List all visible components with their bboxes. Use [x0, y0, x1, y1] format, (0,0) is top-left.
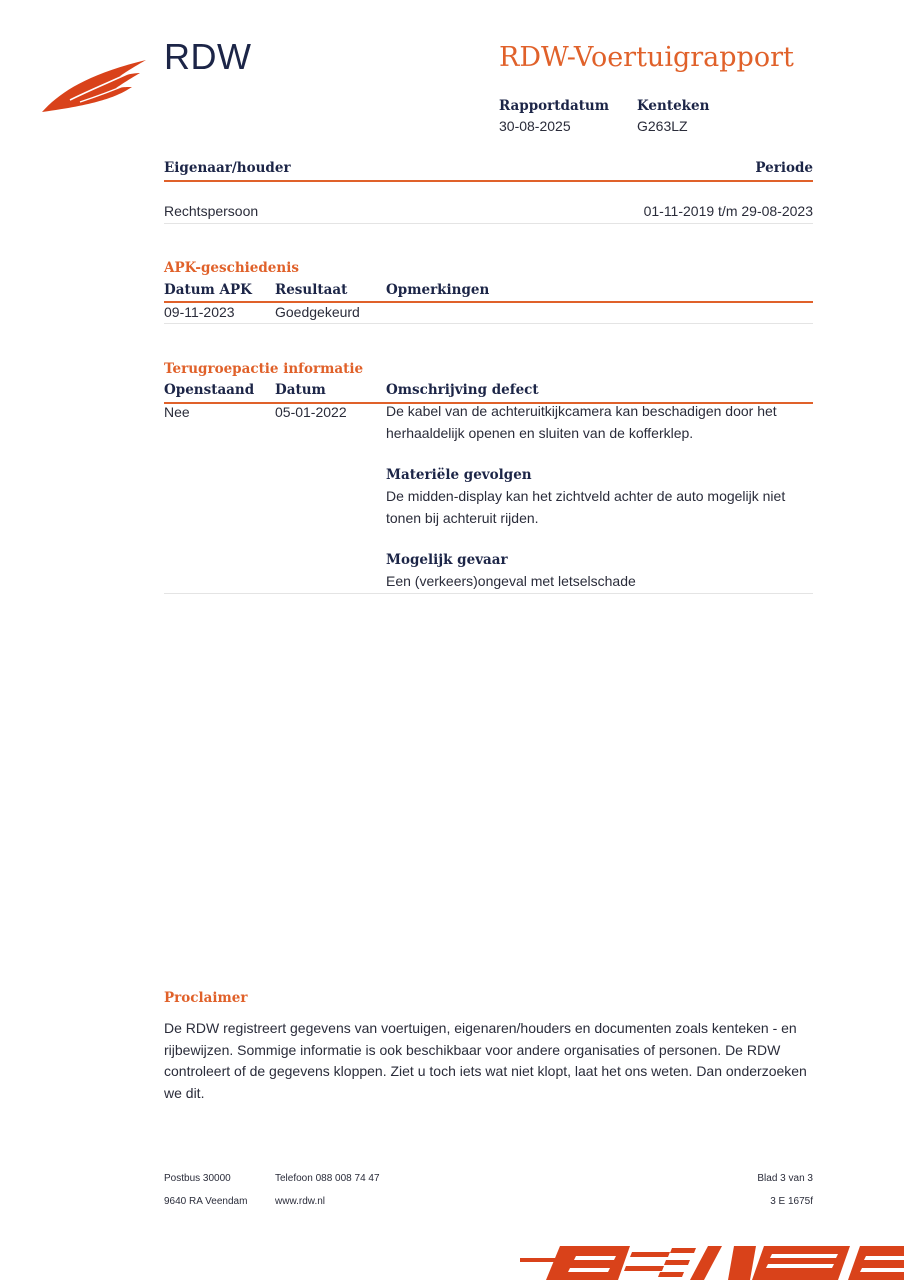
apk-title: APK-geschiedenis [164, 260, 299, 276]
danger-label: Mogelijk gevaar [386, 552, 508, 568]
rdw-wing-logo-icon [40, 56, 148, 114]
report-date: 30-08-2025 [499, 118, 571, 134]
footer-page-number: Blad 3 van 3 [757, 1173, 813, 1184]
recall-defect-text: De kabel van de achteruitkijkcamera kan beschadigen door het herhaaldelijk openen en sluiten van de kofferklep. [386, 403, 777, 441]
consequences-text: De midden-display kan het zichtveld achter de auto mogelijk niet tonen bij achteruit rijden. [386, 488, 786, 526]
owner-header-rule [164, 180, 813, 182]
plate-number: G263LZ [637, 118, 688, 134]
proclaimer-title: Proclaimer [164, 990, 248, 1006]
period-value: 01-11-2019 t/m 29-08-2023 [643, 203, 813, 219]
footer-phone: Telefoon 088 008 74 47 [275, 1173, 380, 1184]
recall-row-rule [164, 593, 813, 594]
apk-header-rule [164, 301, 813, 303]
apk-col-remarks: Opmerkingen [386, 282, 490, 298]
consequences-label: Materiële gevolgen [386, 467, 532, 483]
recall-col-open: Openstaand [164, 382, 255, 398]
recall-col-date: Datum [275, 382, 326, 398]
owner-value: Rechtspersoon [164, 203, 259, 219]
owner-row-rule [164, 223, 813, 224]
apk-row-rule [164, 323, 813, 324]
apk-col-result: Resultaat [275, 282, 348, 298]
footer-website[interactable]: www.rdw.nl [275, 1196, 326, 1207]
report-date-label: Rapportdatum [499, 98, 610, 114]
recall-open-value: Nee [164, 404, 190, 420]
brand-name: RDW [164, 36, 252, 77]
apk-date-value: 09-11-2023 [164, 304, 235, 320]
owner-header: Eigenaar/houder [164, 160, 291, 176]
report-title: RDW-Voertuigrapport [499, 42, 794, 73]
recall-date-value: 05-01-2022 [275, 404, 347, 420]
rdw-stripes-decoration-icon [520, 1244, 904, 1280]
proclaimer-text: De RDW registreert gegevens van voertuigen, eigenaren/houders en documenten zoals kenteken - en rijbewijzen. Sommige informatie is ook beschikbaar voor andere organisaties of personen. De RDW controleert of de gegevens kloppen. Ziet u toch iets wat niet klopt, laat het ons weten. Dan onderzoeken we dit. [164, 1020, 807, 1101]
recall-col-defect: Omschrijving defect [386, 382, 539, 398]
plate-label: Kenteken [637, 98, 710, 114]
footer-address-line1: Postbus 30000 [164, 1173, 231, 1184]
period-header: Periode [755, 160, 813, 176]
danger-text: Een (verkeers)ongeval met letselschade [386, 573, 636, 589]
footer-document-code: 3 E 1675f [770, 1196, 813, 1207]
apk-col-date: Datum APK [164, 282, 252, 298]
recall-title: Terugroepactie informatie [164, 361, 364, 377]
footer-address-line2: 9640 RA Veendam [164, 1196, 248, 1207]
apk-result-value: Goedgekeurd [275, 304, 360, 320]
